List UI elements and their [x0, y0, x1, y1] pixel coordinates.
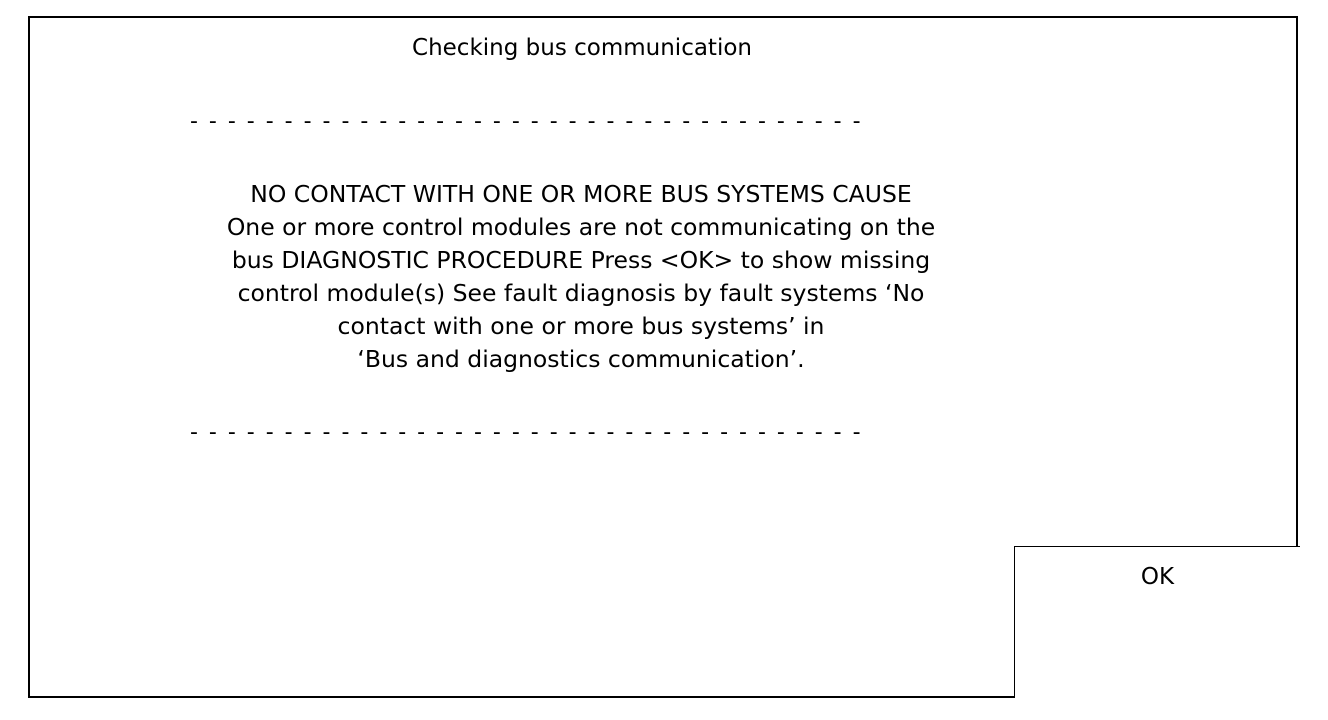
message-line: control module(s) See fault diagnosis by fault systems ‘No [237, 279, 925, 307]
message-line: NO CONTACT WITH ONE OR MORE BUS SYSTEMS CAUSE [250, 180, 912, 208]
separator-top: - - - - - - - - - - - - - - - - - - - - - - - - - - - - - - - - - - - - [190, 110, 863, 134]
separator-bottom: - - - - - - - - - - - - - - - - - - - - - - - - - - - - - - - - - - - - [190, 421, 863, 445]
diagnostic-dialog [28, 16, 1298, 698]
dialog-message [150, 178, 1012, 376]
message-line: ‘Bus and diagnostics communication’. [357, 345, 805, 373]
ok-button-label: OK [1140, 564, 1175, 590]
message-line: One or more control modules are not communicating on the [226, 213, 936, 241]
message-line: contact with one or more bus systems’ in [337, 312, 825, 340]
message-line: bus DIAGNOSTIC PROCEDURE Press <OK> to show missing [231, 246, 931, 274]
ok-button[interactable] [1014, 546, 1300, 698]
dialog-title: Checking bus communication [412, 35, 752, 61]
